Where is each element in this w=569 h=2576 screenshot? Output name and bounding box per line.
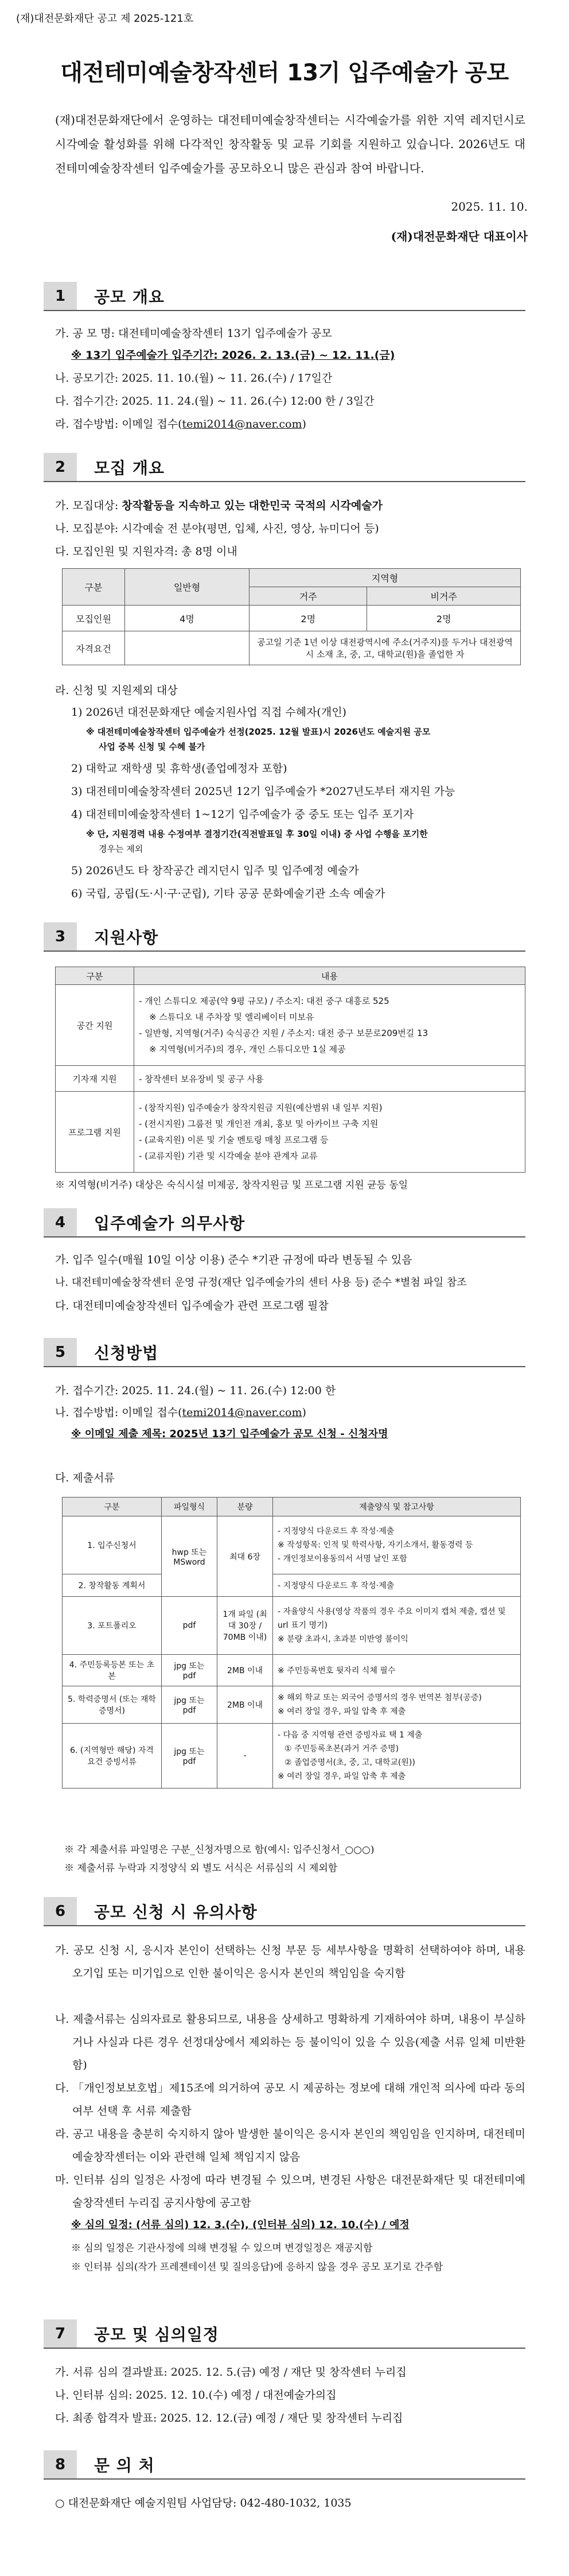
s8-contact: ○ 대전문화재단 예술지원팀 사업담당: 042-480-1032, 1035 [55, 2497, 352, 2509]
section-number: 8 [44, 2450, 77, 2479]
s4-item-b: 나. 대전테미예술창작센터 운영 규정(재단 입주예술가의 센터 사용 등) 준수 *별첨 파일 참조 [55, 1277, 467, 1289]
th-doc-format: 파일형식 [162, 1498, 217, 1516]
s6-item-d: 라. 공고 내용을 충분히 숙지하지 않아 발생한 불이익은 응시자 본인의 책임임을 인지하며, 대전테미예술창작센터는 이와 관련해 일체 책임지지 않음 [55, 2128, 525, 2163]
doc-detail-line: ※ 분량 초과시, 초과분 미반영 불이익 [278, 1635, 408, 1644]
doc-row-type: 1. 입주신청서 [63, 1516, 162, 1574]
issuer: (재)대전문화재단 대표이사 [391, 230, 528, 243]
doc-detail-line: - 개인정보이용동의서 서명 날인 포함 [278, 1554, 407, 1564]
section-number: 3 [44, 922, 77, 951]
s5-note-filename: ※ 각 제출서류 파일명은 구분_신청자명으로 함(예시: 입주신청서_○○○) [64, 1844, 375, 1856]
s5-email-subject-note: ※ 이메일 제출 제목: 2025년 13기 입주예술가 공모 신청 - 신청자명 [71, 1428, 388, 1440]
row1-live: 2명 [250, 606, 367, 631]
doc-row-detail [273, 1574, 521, 1597]
doc-detail-line: - 다음 중 지역형 관련 증빙자료 택 1 제출 [278, 1731, 423, 1740]
s1-application-period: 다. 접수기간: 2025. 11. 24.(월) ~ 11. 26.(수) 12:00 한 / 3일간 [55, 395, 375, 408]
doc-row-type: 3. 포트폴리오 [63, 1597, 162, 1655]
doc-row-detail [273, 1724, 521, 1789]
s3-note: ※ 지역형(비거주) 대상은 숙식시설 미제공, 창작지원금 및 프로그램 지원 균등 동일 [55, 1180, 408, 1191]
s2-exclusion: 라. 신청 및 지원제외 대상 [55, 684, 178, 697]
th-general: 일반형 [125, 569, 250, 606]
section-header-6 [44, 1896, 525, 1926]
section-title: 모집 개요 [94, 459, 165, 478]
section-title: 공모 개요 [94, 288, 165, 307]
support-line: ※ 스튜디오 내 주차장 및 엘리베이터 미보유 [149, 1012, 314, 1022]
support-line: - 창작센터 보유장비 및 공구 사용 [139, 1073, 264, 1084]
s2-exclusion-1-note-2: 사업 중복 신청 및 수혜 불가 [99, 742, 205, 752]
s6-item-b: 나. 제출서류는 심의자료로 활용되므로, 내용을 상세하고 명확하게 기재하여야 하며, 내용이 부실하거나 사실과 다른 경우 선정대상에서 제외하는 등 불이익이 있을 수 있음(제출 서류 일체 미반환함) [55, 2013, 525, 2071]
s1-method-prefix: 라. 접수방법: 이메일 접수( [55, 418, 182, 430]
notice-date: 2025. 11. 10. [451, 200, 528, 214]
notice-number: (재)대전문화재단 공고 제 2025-121호 [16, 13, 194, 25]
doc-row-format: pdf [162, 1597, 217, 1655]
section-header-3 [44, 922, 525, 952]
row1-general: 4명 [125, 606, 250, 631]
doc-detail-line: - 자율양식 사용(영상 작품의 경우 주요 이미지 캡처 제출, 캡션 및 url 표기 명기) [278, 1607, 506, 1630]
recruit-table [62, 568, 521, 665]
s2-exclusion-4: 4) 대전테미예술창작센터 1~12기 입주예술가 중 중도 또는 입주 포기자 [71, 808, 414, 821]
section-title: 입주예술가 의무사항 [94, 1214, 245, 1233]
support-line: - (창작지원) 입주예술가 창작지원금 지원(예산범위 내 일부 지원) [139, 1103, 383, 1113]
s7-item-b: 나. 인터뷰 심의: 2025. 12. 10.(수) 예정 / 대전예술가의집 [55, 2389, 337, 2402]
support-program-content [134, 1092, 525, 1173]
row2-region: 공고일 기준 1년 이상 대전광역시에 주소(거주지)를 두거나 대전광역시 소재 초, 중, 고, 대학교(원)을 졸업한 자 [250, 631, 521, 665]
doc-row-format: hwp 또는 MSword [162, 1516, 217, 1597]
s2-target-bold-2: 대한민국 국적의 시각예술가 [248, 499, 383, 512]
s1-method-suffix: ) [302, 418, 306, 430]
s6-item-e: 마. 인터뷰 심의 일정은 사정에 따라 변경될 수 있으며, 변경된 사항은 대전문화재단 및 대전테미예술창작센터 누리집 공지사항에 공고함 [55, 2174, 525, 2209]
s5-period: 가. 접수기간: 2025. 11. 24.(월) ~ 11. 26.(수) 12:00 한 [55, 1384, 336, 1397]
section-number: 7 [44, 2319, 77, 2348]
doc-row-type: 2. 창작활동 계획서 [63, 1574, 162, 1597]
section-number: 5 [44, 1338, 77, 1367]
th-support-type: 구분 [56, 967, 134, 985]
s2-exclusion-4-note-2: 경우는 제외 [99, 844, 143, 854]
support-table [55, 967, 525, 1173]
s7-item-c: 다. 최종 합격자 발표: 2025. 12. 12.(금) 예정 / 재단 및 창작센터 누리집 [55, 2412, 403, 2424]
s2-exclusion-1: 1) 2026년 대전문화재단 예술지원사업 직접 수혜자(개인) [71, 706, 346, 719]
s2-exclusion-2: 2) 대학교 재학생 및 휴학생(졸업예정자 포함) [71, 762, 287, 775]
section-number: 2 [44, 453, 77, 482]
s4-item-c: 다. 대전테미예술창작센터 입주예술가 관련 프로그램 필참 [55, 1299, 329, 1312]
section-header-5 [44, 1337, 525, 1367]
doc-detail-line: ① 주민등록초본(과거 거주 증명) [284, 1744, 399, 1753]
support-line: - 개인 스튜디오 제공(약 9평 규모) / 주소지: 대전 중구 대흥로 525 [139, 996, 389, 1006]
doc-detail-line: ※ 해외 학교 또는 외국어 증명서의 경우 번역본 첨부(공증) [278, 1693, 482, 1702]
section-number: 6 [44, 1897, 77, 1926]
doc-detail-line: - 지정양식 다운로드 후 작성·제출 [278, 1527, 395, 1536]
s5-method-suffix: ) [302, 1406, 306, 1419]
email-link[interactable]: temi2014@naver.com [182, 418, 302, 430]
support-equipment-label: 기자재 지원 [56, 1066, 134, 1092]
support-line: - (교류지원) 기관 및 시각예술 분야 관계자 교류 [139, 1151, 318, 1161]
section-title: 공모 신청 시 유의사항 [94, 1903, 258, 1922]
section-header-1 [44, 281, 525, 311]
intro-paragraph: (재)대전문화재단에서 운영하는 대전테미예술창작센터는 시각예술가를 위한 지역 레지던시로 시각예술 활성화를 위해 다각적인 창작활동 및 교류 기회를 지원하고 있습니다. 2026년도 대전테미예술창작센터 입주예술가를 공모하오니 많은 관심과 참여 바랍니다. [55, 113, 525, 175]
row2-label: 자격요건 [63, 631, 125, 665]
s2-exclusion-1-note-1: ※ 대전테미예술창작센터 입주예술가 선정(2025. 12월 발표)시 2026년도 예술지원 공모 [86, 727, 431, 737]
section-title: 지원사항 [94, 928, 159, 947]
support-space-label: 공간 지원 [56, 985, 134, 1066]
th-doc-detail: 제출양식 및 참고사항 [273, 1498, 521, 1516]
section-title: 문 의 처 [94, 2456, 155, 2475]
doc-row-detail [273, 1686, 521, 1724]
support-line: - (교육지원) 이론 및 기술 멘토링 매칭 프로그램 등 [139, 1135, 329, 1145]
s7-item-a: 가. 서류 심의 결과발표: 2025. 12. 5.(금) 예정 / 재단 및 창작센터 누리집 [55, 2366, 407, 2379]
s5-method-prefix: 나. 접수방법: 이메일 접수( [55, 1406, 182, 1419]
s2-field: 나. 모집분야: 시각예술 전 분야(평면, 입체, 사진, 영상, 뉴미디어 등) [55, 522, 379, 535]
doc-detail-line: ※ 여러 장일 경우, 파일 압축 후 제출 [278, 1772, 406, 1781]
support-line: - 일반형, 지역형(거주) 숙식공간 지원 / 주소지: 대전 중구 보문로209번길 13 [139, 1028, 428, 1038]
doc-row-volume: 1개 파일 (최대 30장 / 70MB 이내) [217, 1597, 273, 1655]
s2-exclusion-4-note-1: ※ 단, 지원경력 내용 수정여부 결정기간(직전발표일 후 30일 이내) 중 사업 수행을 포기한 [86, 829, 428, 839]
support-line: ※ 지역형(비거주)의 경우, 개인 스튜디오만 1실 제공 [149, 1044, 346, 1054]
doc-detail-line: ② 졸업증명서(초, 중, 고, 대학교(원)) [284, 1758, 415, 1767]
s1-residency-period: ※ 13기 입주예술가 입주기간: 2026. 2. 13.(금) ~ 12. 11.(금) [71, 349, 395, 362]
th-region-nonlive: 비거주 [367, 587, 521, 606]
s2-exclusion-5: 5) 2026년도 타 창작공간 레지던시 입주 및 입주예정 예술가 [71, 864, 359, 877]
th-support-content: 내용 [134, 967, 525, 985]
page-title: 대전테미예술창작센터 13기 입주예술가 공모 [60, 60, 509, 86]
email-link[interactable]: temi2014@naver.com [182, 1406, 302, 1419]
doc-row-detail [273, 1516, 521, 1574]
doc-row-format: jpg 또는 pdf [162, 1724, 217, 1789]
doc-detail-line: ※ 여러 장일 경우, 파일 압축 후 제출 [278, 1707, 406, 1716]
row1-label: 모집인원 [63, 606, 125, 631]
doc-row-volume: 2MB 이내 [217, 1655, 273, 1686]
section-title: 신청방법 [94, 1344, 159, 1363]
support-space-content [134, 985, 525, 1066]
doc-row-type: 5. 학력증명서 (또는 재학증명서) [63, 1686, 162, 1724]
s2-target-prefix: 가. 모집대상: [55, 499, 122, 512]
th-type: 구분 [63, 569, 125, 606]
s4-item-a: 가. 입주 일수(매월 10일 이상 이용) 준수 *기관 규정에 따라 변동될 수 있음 [55, 1254, 412, 1266]
doc-row-format: jpg 또는 pdf [162, 1655, 217, 1686]
section-header-4 [44, 1208, 525, 1237]
section-title: 공모 및 심의일정 [94, 2325, 219, 2344]
s2-target-bold-1: 창작활동을 지속하고 있는 [122, 499, 245, 512]
doc-row-format: jpg 또는 pdf [162, 1686, 217, 1724]
s6-item-c: 다. 「개인정보보호법」제15조에 의거하여 공모 시 제공하는 정보에 대해 개인적 의사에 따라 동의여부 선택 후 서류 제출함 [55, 2082, 525, 2117]
s5-method [55, 1404, 306, 1419]
doc-detail-line: ※ 주민등록번호 뒷자리 식체 필수 [278, 1666, 396, 1675]
section-header-2 [44, 452, 525, 482]
doc-row-type: 6. (지역형만 해당) 자격요건 증빙서류 [63, 1724, 162, 1789]
th-doc-type: 구분 [63, 1498, 162, 1516]
s1-application-method [55, 416, 306, 431]
th-doc-volume: 분량 [217, 1498, 273, 1516]
doc-row-volume: 최대 6장 [217, 1516, 273, 1597]
documents-table [62, 1497, 521, 1789]
s6-item-a: 가. 공모 신청 시, 응시자 본인이 선택하는 신청 부문 등 세부사항을 명확히 선택하여야 하며, 내용 오기입 또는 미기입으로 인한 불이익은 응시자 본인의 책임임을 숙지함 [55, 1944, 525, 1980]
doc-detail-line: - 지정양식 다운로드 후 작성·제출 [278, 1581, 395, 1590]
doc-row-volume: 2MB 이내 [217, 1686, 273, 1724]
s2-exclusion-3: 3) 대전테미예술창작센터 2025년 12기 입주예술가 *2027년도부터 재지원 가능 [71, 785, 455, 798]
doc-detail-line: ※ 작성항목: 인적 및 학력사항, 자기소개서, 활동경력 등 [278, 1541, 473, 1550]
doc-row-detail [273, 1655, 521, 1686]
th-region-live: 거주 [250, 587, 367, 606]
s1-contest-period: 나. 공모기간: 2025. 11. 10.(월) ~ 11. 26.(수) / 17일간 [55, 372, 333, 385]
section-header-7 [44, 2319, 525, 2349]
th-region: 지역형 [250, 569, 521, 587]
section-number: 4 [44, 1208, 77, 1237]
doc-row-detail [273, 1597, 521, 1655]
s1-contest-name: 가. 공 모 명: 대전테미예술창작센터 13기 입주예술가 공모 [55, 327, 332, 340]
s2-exclusion-6: 6) 국립, 공립(도·시·구·군립), 기타 공공 문화예술기관 소속 예술가 [71, 887, 385, 900]
doc-row-type: 4. 주민등록등본 또는 초본 [63, 1655, 162, 1686]
s2-quota: 다. 모집인원 및 지원자격: 총 8명 이내 [55, 545, 237, 558]
s5-documents: 다. 제출서류 [55, 1472, 115, 1484]
support-equipment-content [134, 1066, 525, 1092]
doc-row-volume: - [217, 1724, 273, 1789]
row1-nonlive: 2명 [367, 606, 521, 631]
row2-general [125, 631, 250, 665]
section-header-8 [44, 2450, 525, 2480]
section-number: 1 [44, 282, 77, 311]
s2-target [55, 497, 383, 513]
s6-change-note: ※ 심의 일정은 기관사정에 의해 변경될 수 있으며 변경일정은 재공지함 [71, 2243, 373, 2254]
s6-interview-note: ※ 인터뷰 심의(작가 프레젠테이션 및 질의응답)에 응하지 않을 경우 공모 포기로 간주함 [71, 2261, 443, 2273]
support-program-label: 프로그램 지원 [56, 1092, 134, 1173]
support-line: - (전시지원) 그룹전 및 개인전 개최, 홍보 및 아카이브 구축 지원 [139, 1119, 379, 1129]
s6-schedule-note: ※ 심의 일정: (서류 심의) 12. 3.(수), (인터뷰 심의) 12. 10.(수) / 예정 [71, 2219, 410, 2231]
s5-note-missing: ※ 제출서류 누락과 지정양식 외 별도 서식은 서류심의 시 제외함 [64, 1863, 338, 1874]
